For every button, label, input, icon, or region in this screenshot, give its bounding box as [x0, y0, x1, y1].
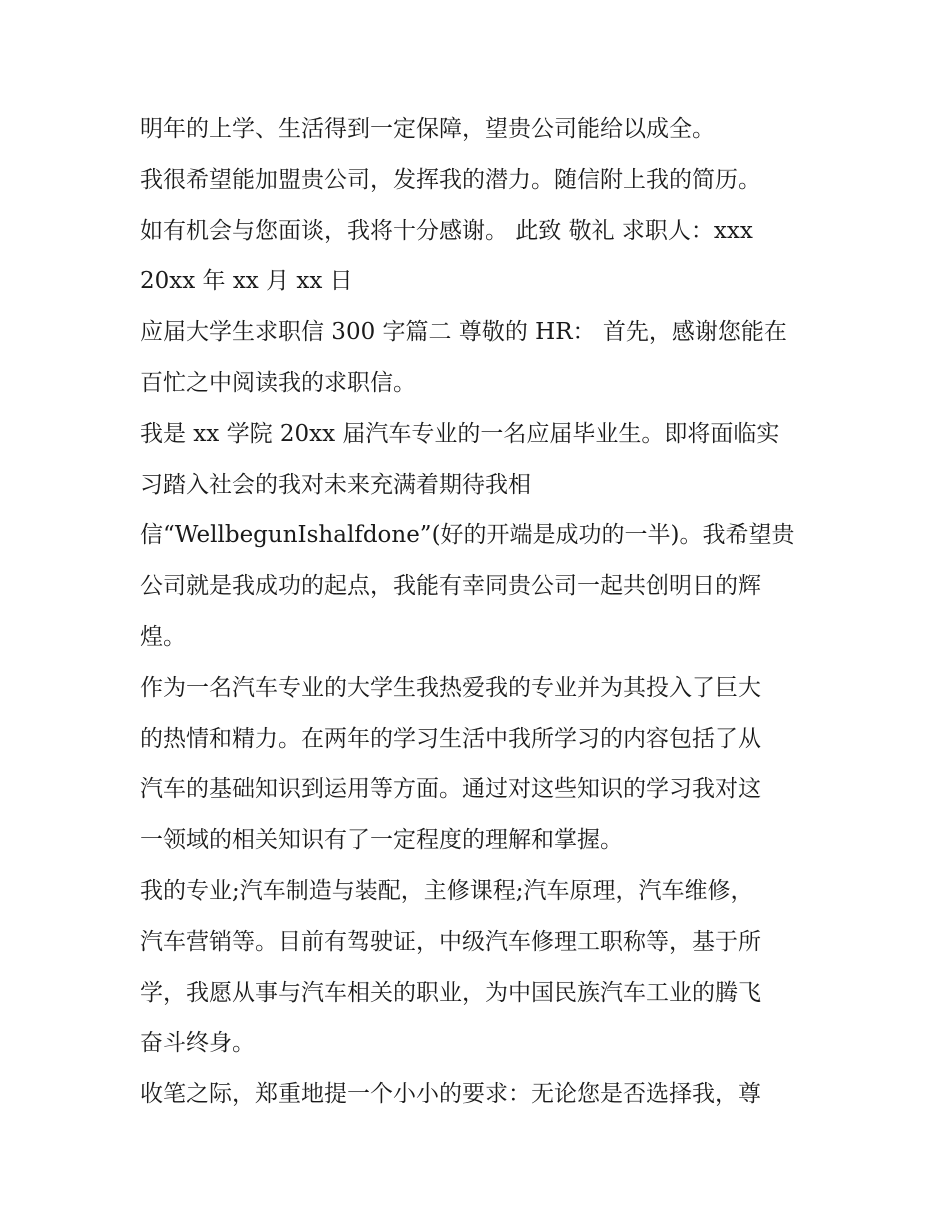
- document-body: [140, 104, 820, 1120]
- text-line: 习踏入社会的我对未来充满着期待我相: [140, 471, 531, 498]
- text-line: 我很希望能加盟贵公司，发挥我的潜力。随信附上我的简历。: [140, 166, 761, 193]
- text-line: 如有机会与您面谈，我将十分感谢。 此致 敬礼 求职人：xxx: [140, 217, 753, 244]
- text-line: 一领域的相关知识有了一定程度的理解和掌握。: [140, 827, 623, 854]
- text-line: 收笔之际，郑重地提一个小小的要求：无论您是否选择我，尊: [140, 1081, 761, 1108]
- text-line: 百忙之中阅读我的求职信。: [140, 369, 416, 396]
- text-line: 汽车的基础知识到运用等方面。通过对这些知识的学习我对这: [140, 776, 761, 803]
- text-line: 作为一名汽车专业的大学生我热爱我的专业并为其投入了巨大: [140, 674, 761, 701]
- text-line: 明年的上学、生活得到一定保障，望贵公司能给以成全。: [140, 116, 715, 142]
- text-line: 煌。: [140, 623, 186, 650]
- text-line: 的热情和精力。在两年的学习生活中我所学习的内容包括了从: [140, 725, 761, 752]
- text-line: 我是 xx 学院 20xx 届汽车专业的一名应届毕业生。即将面临实: [140, 420, 780, 447]
- text-line: 应届大学生求职信 300 字篇二 尊敬的 HR： 首先，感谢您能在: [140, 319, 787, 346]
- text-line: 20xx 年 xx 月 xx 日: [140, 268, 353, 295]
- text-line: 公司就是我成功的起点，我能有幸同贵公司一起共创明日的辉: [140, 573, 761, 600]
- text-line: 信“WellbegunIshalfdone”(好的开端是成功的一半)。我希望贵: [140, 522, 795, 549]
- text-line: 奋斗终身。: [140, 1030, 255, 1057]
- text-line: 我的专业;汽车制造与装配，主修课程;汽车原理，汽车维修，: [140, 877, 754, 904]
- text-line: 学，我愿从事与汽车相关的职业，为中国民族汽车工业的腾飞: [140, 979, 761, 1006]
- text-line: 汽车营销等。目前有驾驶证，中级汽车修理工职称等，基于所: [140, 928, 761, 955]
